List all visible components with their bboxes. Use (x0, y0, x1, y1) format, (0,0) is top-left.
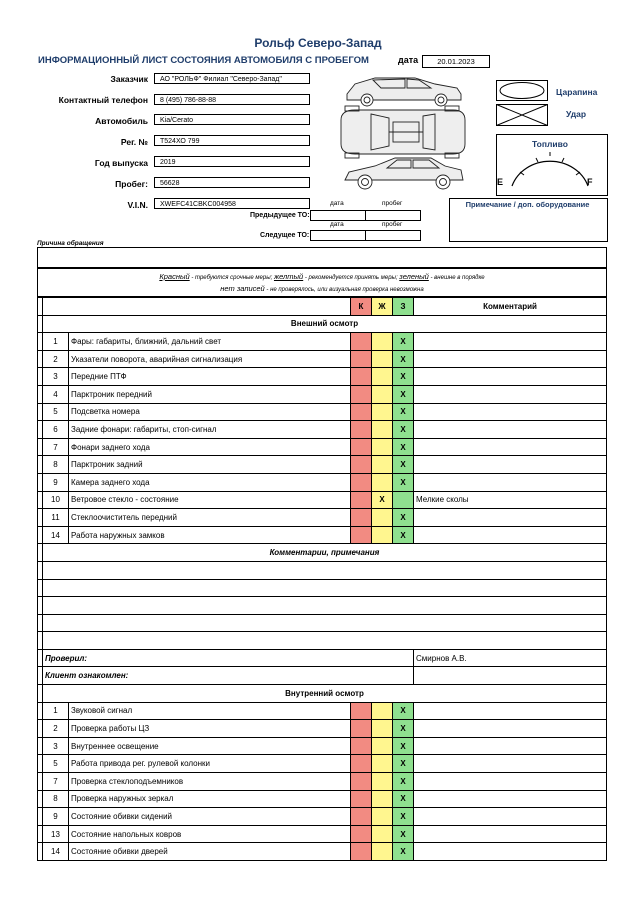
green-legend: зеленый (399, 272, 429, 281)
row-number: 9 (43, 473, 69, 491)
green-cell[interactable]: X (393, 526, 414, 544)
comment-cell[interactable] (414, 702, 607, 720)
red-cell[interactable] (351, 473, 372, 491)
row-number: 14 (43, 843, 69, 861)
green-legend-desc: - внешне в порядке (428, 275, 485, 281)
col-mileage2-label: пробег (382, 221, 403, 228)
check-item-label: Задние фонари: габариты, стоп-сигнал (69, 421, 351, 439)
col-mileage-label: пробег (382, 200, 403, 207)
company-title: Рольф Северо-Запад (254, 36, 382, 50)
red-cell[interactable] (351, 368, 372, 386)
section-exterior: Внешний осмотр (43, 315, 607, 333)
year-label: Год выпуска (94, 158, 148, 168)
comment-cell[interactable] (414, 385, 607, 403)
check-item-label: Парктроник задний (69, 456, 351, 474)
next-to-date-field[interactable] (310, 230, 366, 241)
table-row (38, 333, 607, 351)
signature-row (38, 649, 607, 667)
check-item-label: Звуковой сигнал (69, 702, 351, 720)
client-signature-field[interactable] (414, 667, 607, 685)
mileage-field[interactable]: 56628 (154, 177, 310, 188)
red-legend-desc: - требуются срочные меры; (189, 275, 273, 281)
table-header-row (38, 298, 607, 316)
yellow-cell[interactable] (372, 720, 393, 738)
table-row (38, 491, 607, 509)
green-cell[interactable]: X (393, 755, 414, 773)
next-to-mileage-field[interactable] (365, 230, 421, 241)
red-cell[interactable] (351, 526, 372, 544)
comment-line[interactable] (43, 632, 607, 650)
check-item-label: Парктроник передний (69, 385, 351, 403)
row-number: 2 (43, 720, 69, 738)
table-row (38, 790, 607, 808)
check-item-label: Проверка наружных зеркал (69, 790, 351, 808)
car-label: Автомобиль (95, 116, 148, 126)
red-cell[interactable] (351, 333, 372, 351)
date-field[interactable]: 20.01.2023 (422, 55, 490, 68)
green-cell[interactable]: X (393, 843, 414, 861)
row-number: 7 (43, 438, 69, 456)
green-cell[interactable]: X (393, 773, 414, 791)
table-row (38, 438, 607, 456)
fuel-empty-label: E (497, 177, 504, 187)
comment-cell[interactable] (414, 808, 607, 826)
checked-by-value[interactable]: Смирнов А.В. (414, 649, 607, 667)
comment-cell[interactable] (414, 790, 607, 808)
section-row (38, 315, 607, 333)
comment-row (38, 561, 607, 579)
yellow-cell[interactable] (372, 526, 393, 544)
check-item-label: Стеклоочиститель передний (69, 509, 351, 527)
red-cell[interactable] (351, 438, 372, 456)
comment-cell[interactable] (414, 526, 607, 544)
comment-cell[interactable] (414, 737, 607, 755)
prev-to-mileage-field[interactable] (365, 210, 421, 221)
comment-cell[interactable] (414, 773, 607, 791)
header-blank (43, 298, 351, 316)
comment-cell[interactable] (414, 456, 607, 474)
green-cell[interactable]: X (393, 385, 414, 403)
yellow-cell[interactable] (372, 421, 393, 439)
check-item-label: Передние ПТФ (69, 368, 351, 386)
check-item-label: Фары: габариты, ближний, дальний свет (69, 333, 351, 351)
comment-cell[interactable]: Мелкие сколы (414, 491, 607, 509)
check-item-label: Состояние напольных ковров (69, 825, 351, 843)
table-row (38, 456, 607, 474)
scratch-legend-box (497, 81, 548, 101)
yellow-cell[interactable] (372, 755, 393, 773)
comment-cell[interactable] (414, 720, 607, 738)
vin-label: V.I.N. (127, 200, 148, 210)
red-cell[interactable] (351, 755, 372, 773)
reg-field[interactable]: Т524ХО 799 (154, 135, 310, 146)
table-row (38, 773, 607, 791)
customer-label: Заказчик (110, 74, 148, 84)
yellow-cell[interactable] (372, 808, 393, 826)
red-cell[interactable] (351, 825, 372, 843)
mileage-label: Пробег: (115, 179, 148, 189)
table-row (38, 808, 607, 826)
red-cell[interactable] (351, 456, 372, 474)
red-cell[interactable] (351, 403, 372, 421)
comment-row (38, 597, 607, 615)
green-cell[interactable]: X (393, 790, 414, 808)
table-row (38, 421, 607, 439)
comment-cell[interactable] (414, 473, 607, 491)
table-row (38, 755, 607, 773)
comment-row (38, 614, 607, 632)
red-cell[interactable] (351, 509, 372, 527)
section-row (38, 685, 607, 703)
row-number: 5 (43, 403, 69, 421)
green-cell[interactable]: X (393, 737, 414, 755)
comment-cell[interactable] (414, 350, 607, 368)
yellow-cell[interactable]: X (372, 491, 393, 509)
green-cell[interactable]: X (393, 702, 414, 720)
table-row (38, 350, 607, 368)
check-item-label: Фонари заднего хода (69, 438, 351, 456)
check-item-label: Работа наружных замков (69, 526, 351, 544)
comment-cell[interactable] (414, 368, 607, 386)
green-cell[interactable]: X (393, 808, 414, 826)
comment-cell[interactable] (414, 438, 607, 456)
check-item-label: Внутреннее освещение (69, 737, 351, 755)
table-row (38, 737, 607, 755)
row-number: 14 (43, 526, 69, 544)
col-red-header: К (351, 298, 372, 316)
green-cell[interactable]: X (393, 333, 414, 351)
check-item-label: Ветровое стекло - состояние (69, 491, 351, 509)
row-number: 11 (43, 509, 69, 527)
yellow-cell[interactable] (372, 438, 393, 456)
comment-cell[interactable] (414, 403, 607, 421)
car-side-view-bottom (345, 158, 463, 189)
phone-field[interactable]: 8 (495) 786-88-88 (154, 94, 310, 105)
row-number: 3 (43, 368, 69, 386)
col-yellow-header: Ж (372, 298, 393, 316)
red-cell[interactable] (351, 773, 372, 791)
vin-field[interactable]: XWEFC41CBKC004958 (154, 198, 310, 209)
check-item-label: Проверка работы ЦЗ (69, 720, 351, 738)
green-cell[interactable]: X (393, 368, 414, 386)
col-green-header: З (393, 298, 414, 316)
red-cell[interactable] (351, 385, 372, 403)
table-row (38, 825, 607, 843)
check-item-label: Состояние обивки дверей (69, 843, 351, 861)
check-item-label: Указатели поворота, аварийная сигнализация (69, 350, 351, 368)
car-top-view (341, 106, 465, 158)
yellow-cell[interactable] (372, 473, 393, 491)
comment-line[interactable] (43, 614, 607, 632)
next-to-label: Следущее ТО: (260, 232, 310, 239)
reason-field[interactable] (37, 247, 607, 268)
row-number: 4 (43, 385, 69, 403)
yellow-cell[interactable] (372, 773, 393, 791)
table-row (38, 843, 607, 861)
comment-cell[interactable] (414, 825, 607, 843)
row-number: 7 (43, 773, 69, 791)
check-item-label: Камера заднего хода (69, 473, 351, 491)
car-field[interactable]: Kia/Cerato (154, 114, 310, 125)
yellow-cell[interactable] (372, 737, 393, 755)
yellow-cell[interactable] (372, 385, 393, 403)
document-title: ИНФОРМАЦИОННЫЙ ЛИСТ СОСТОЯНИЯ АВТОМОБИЛЯ С ПРОБЕГОМ (38, 55, 369, 66)
car-side-view-top (347, 78, 461, 106)
table-row (38, 509, 607, 527)
yellow-cell[interactable] (372, 790, 393, 808)
dent-legend-label: Удар (566, 109, 587, 119)
client-acknowledged-label: Клиент ознакомлен: (43, 667, 414, 685)
col-comment-header: Комментарий (414, 298, 607, 316)
none-legend-desc: - не проверялось, или визуальная проверка невозможна (264, 287, 424, 293)
checked-by-label: Проверил: (43, 649, 414, 667)
table-row (38, 720, 607, 738)
row-number: 3 (43, 737, 69, 755)
row-number: 5 (43, 755, 69, 773)
section-row (38, 544, 607, 562)
yellow-cell[interactable] (372, 456, 393, 474)
check-item-label: Работа привода рег. рулевой колонки (69, 755, 351, 773)
yellow-cell[interactable] (372, 368, 393, 386)
row-number: 8 (43, 790, 69, 808)
green-cell[interactable] (393, 491, 414, 509)
car-diagram[interactable] (335, 72, 470, 200)
comment-cell[interactable] (414, 333, 607, 351)
yellow-cell[interactable] (372, 350, 393, 368)
comment-cell[interactable] (414, 843, 607, 861)
date-label: дата (398, 55, 419, 65)
red-cell[interactable] (351, 350, 372, 368)
comment-cell[interactable] (414, 509, 607, 527)
yellow-legend: желтый (273, 272, 304, 281)
row-number: 8 (43, 456, 69, 474)
red-cell[interactable] (351, 720, 372, 738)
color-legend-line1 (37, 272, 607, 281)
comment-row (38, 579, 607, 597)
yellow-cell[interactable] (372, 825, 393, 843)
row-number: 6 (43, 421, 69, 439)
comment-cell[interactable] (414, 755, 607, 773)
note-title: Примечание / доп. оборудование (465, 200, 590, 209)
check-item-label: Проверка стеклоподъемников (69, 773, 351, 791)
section-interior: Внутренний осмотр (43, 685, 607, 703)
fuel-full-label: F (587, 177, 593, 187)
fuel-label: Топливо (532, 139, 568, 149)
phone-label: Контактный телефон (58, 95, 148, 105)
green-cell[interactable]: X (393, 825, 414, 843)
scratch-legend-label: Царапина (556, 87, 598, 97)
green-cell[interactable]: X (393, 438, 414, 456)
damage-legend (496, 80, 548, 128)
table-row (38, 403, 607, 421)
comment-cell[interactable] (414, 421, 607, 439)
yellow-cell[interactable] (372, 509, 393, 527)
reg-label: Рег. № (120, 137, 148, 147)
section-comments: Комментарии, примечания (43, 544, 607, 562)
none-legend: нет записей (220, 284, 265, 293)
customer-field[interactable]: АО "РОЛЬФ" Филиал "Северо-Запад" (154, 73, 310, 84)
green-cell[interactable]: X (393, 421, 414, 439)
row-number: 10 (43, 491, 69, 509)
row-number: 1 (43, 702, 69, 720)
green-cell[interactable]: X (393, 456, 414, 474)
signature-row (38, 667, 607, 685)
table-row (38, 526, 607, 544)
row-number: 1 (43, 333, 69, 351)
color-legend-line2 (37, 284, 607, 293)
yellow-legend-desc: - рекомендуется принять меры; (303, 275, 398, 281)
table-row (38, 368, 607, 386)
yellow-cell[interactable] (372, 333, 393, 351)
inspection-table (37, 297, 607, 861)
red-cell[interactable] (351, 790, 372, 808)
prev-to-date-field[interactable] (310, 210, 366, 221)
red-cell[interactable] (351, 737, 372, 755)
comment-row (38, 632, 607, 650)
comment-line[interactable] (43, 561, 607, 579)
col-date2-label: дата (330, 221, 344, 228)
green-cell[interactable]: X (393, 509, 414, 527)
green-cell[interactable]: X (393, 473, 414, 491)
yellow-cell[interactable] (372, 403, 393, 421)
row-number: 13 (43, 825, 69, 843)
red-cell[interactable] (351, 808, 372, 826)
yellow-cell[interactable] (372, 702, 393, 720)
green-cell[interactable]: X (393, 720, 414, 738)
red-cell[interactable] (351, 702, 372, 720)
check-item-label: Подсветка номера (69, 403, 351, 421)
year-field[interactable]: 2019 (154, 156, 310, 167)
comment-line[interactable] (43, 597, 607, 615)
comment-line[interactable] (43, 579, 607, 597)
red-cell[interactable] (351, 421, 372, 439)
row-number: 9 (43, 808, 69, 826)
reason-label: Причина обращения (37, 240, 104, 247)
table-row (38, 473, 607, 491)
check-item-label: Состояние обивки сидений (69, 808, 351, 826)
red-legend: Красный (159, 272, 190, 281)
red-cell[interactable] (351, 491, 372, 509)
prev-to-label: Предыдущее ТО: (250, 212, 310, 219)
row-number: 2 (43, 350, 69, 368)
table-row (38, 702, 607, 720)
table-row (38, 385, 607, 403)
yellow-cell[interactable] (372, 843, 393, 861)
red-cell[interactable] (351, 843, 372, 861)
col-date-label: дата (330, 200, 344, 207)
green-cell[interactable]: X (393, 403, 414, 421)
green-cell[interactable]: X (393, 350, 414, 368)
